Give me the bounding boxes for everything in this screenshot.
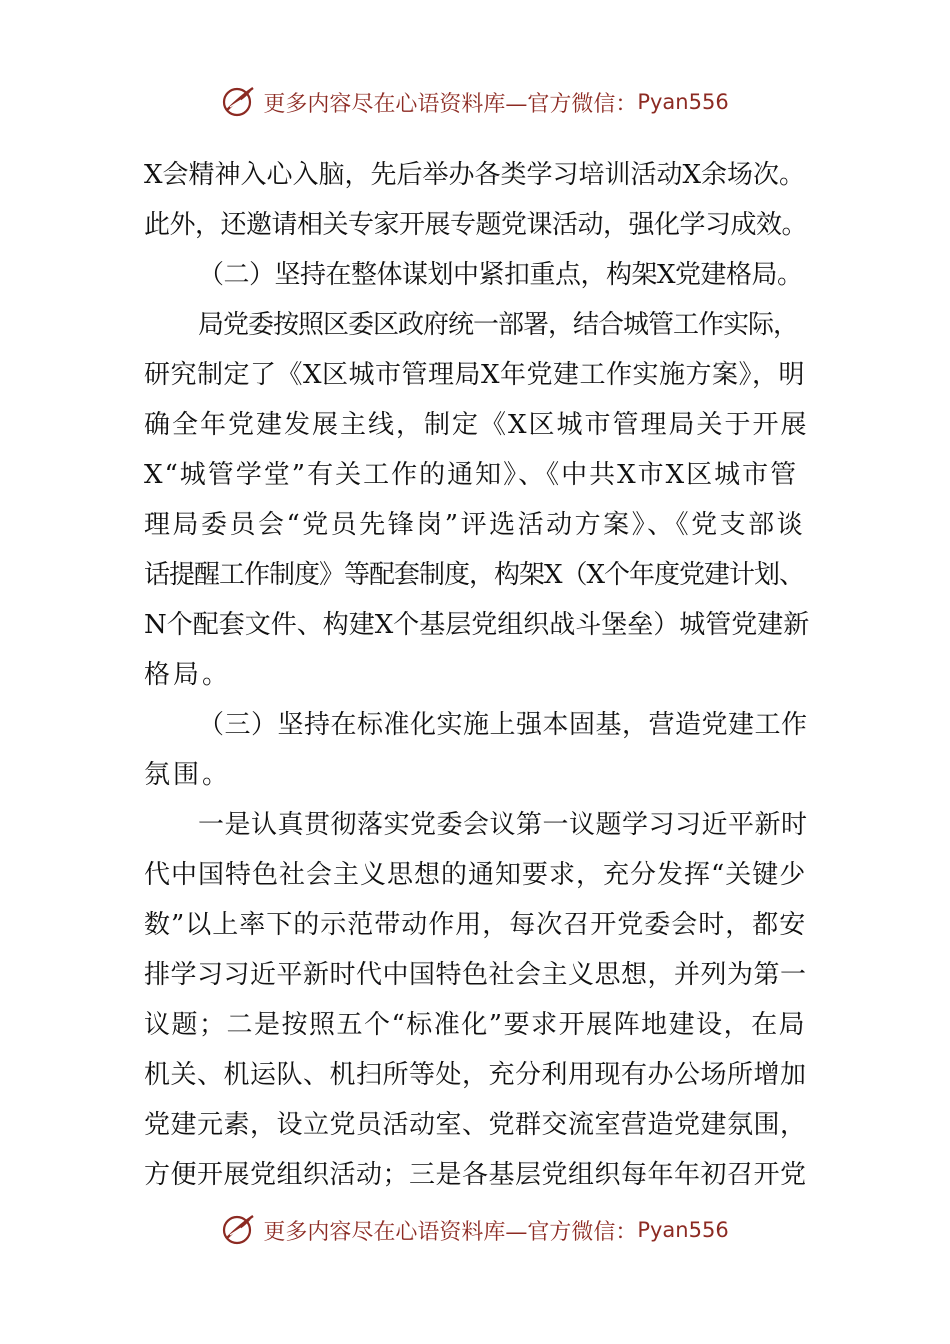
footer-banner [0,1208,950,1252]
body-line: 局党委按照区委区政府统一部署，结合城管工作实际， [198,310,799,340]
section-heading: （三）坚持在标准化实施上强本固基，营造党建工作 [198,710,808,740]
quill-logo-icon [221,1212,257,1248]
body-line: N个配套文件、构建X个基层党组织战斗堡垒）城管党建新 [144,610,810,640]
body-line: 此外，还邀请相关专家开展专题党课活动，强化学习成效。 [144,210,808,240]
quill-logo-icon [221,84,257,120]
body-line: 方便开展党组织活动；三是各基层党组织每年年初召开党 [144,1160,807,1190]
body-line: 排学习习近平新时代中国特色社会主义思想，并列为第一 [144,960,807,990]
document-body [144,150,809,1200]
body-line: 研究制定了《X区城市管理局X年党建工作实施方案》，明 [144,360,806,390]
banner-site-text: 更多内容尽在心语资料库—官方微信： [263,91,638,117]
body-line: X“城管学堂”有关工作的通知》、《中共X市X区城市管 [144,460,799,490]
banner-wechat-id: Pyan556 [637,1218,729,1242]
body-line: 党建元素，设立党员活动室、党群交流室营造党建氛围， [144,1110,807,1140]
body-line: 确全年党建发展主线，制定《X区城市管理局关于开展 [144,410,809,440]
body-line: 数”以上率下的示范带动作用，每次召开党委会时，都安 [144,910,807,940]
header-banner [0,80,950,124]
body-line: 格局。 [144,660,232,690]
banner-site-text: 更多内容尽在心语资料库—官方微信： [263,1219,638,1245]
banner-wechat-id: Pyan556 [637,90,729,114]
body-line: 氛围。 [144,760,232,790]
body-line: 机关、机运队、机扫所等处，充分利用现有办公场所增加 [144,1060,807,1090]
body-line: 理局委员会“党员先锋岗”评选活动方案》、《党支部谈 [144,510,806,540]
body-line: 一是认真贯彻落实党委会议第一议题学习习近平新时 [198,810,808,840]
body-line: X会精神入心入脑，先后举办各类学习培训活动X余场次。 [144,160,806,190]
body-line: 代中国特色社会主义思想的通知要求，充分发挥“关键少 [144,860,807,890]
body-line: 议题；二是按照五个“标准化”要求开展阵地建设，在局 [144,1010,807,1040]
section-heading: （二）坚持在整体谋划中紧扣重点，构架X党建格局。 [198,260,803,290]
body-line: 话提醒工作制度》等配套制度，构架X（X个年度党建计划、 [144,560,805,590]
